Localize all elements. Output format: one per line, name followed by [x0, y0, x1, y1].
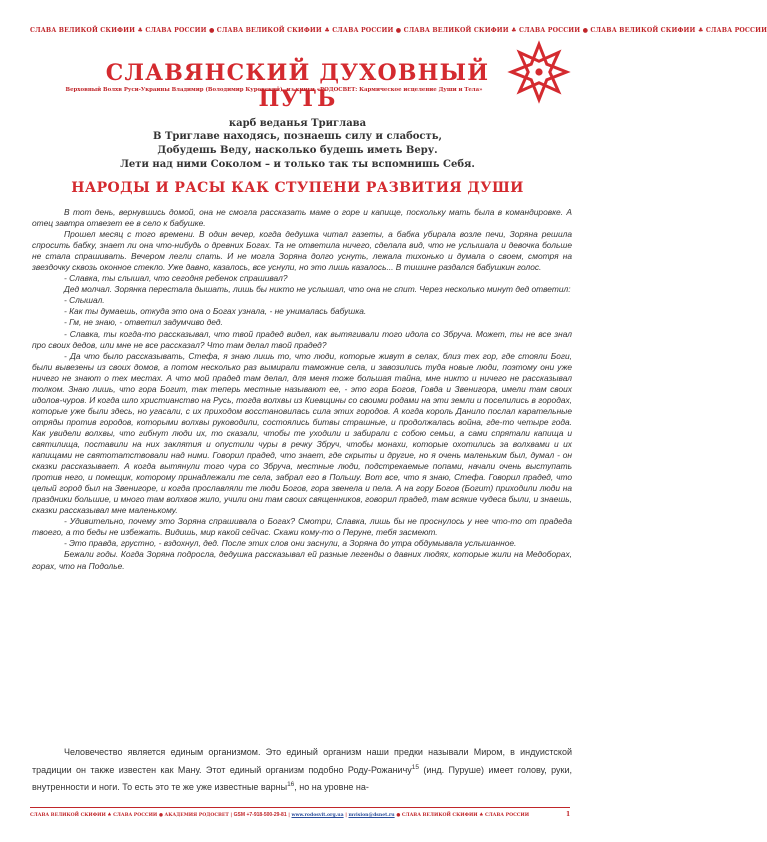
epigraph-line: Лети над ними Соколом – и только так ты вспомнишь Себя. — [120, 159, 475, 170]
story-paragraph: - Гм, не знаю, - ответил задумчиво дед. — [64, 317, 223, 328]
epigraph-heading: карб веданья Триглава — [228, 118, 367, 129]
story-paragraph: - Славка, ты слышал, что сегодня ребенок спрашивал? — [64, 273, 288, 284]
epigraph-line: Добудешь Веду, насколько будешь иметь Веру. — [157, 145, 438, 156]
main-text-part: Человечество является единым организмом. Это единый организм наши предки называли Миром, в индуистской традиции он также известен как Ману. Этот единый организм подобно Роду-Рожаничу — [32, 747, 572, 775]
story-text — [32, 207, 572, 572]
main-paragraph — [32, 744, 572, 797]
footnote-ref[interactable]: 15 — [411, 763, 420, 771]
footer-site-link[interactable]: www.rodosvit.org.ua — [291, 813, 344, 818]
story-paragraph: - Это правда, грустно, - вздохнул, дед. После этих слов они заснули, а Зоряна до утра обдумывала услышанное. — [64, 538, 517, 549]
header-strip: СЛАВА ВЕЛИКОЙ СКИФИИ ♣ СЛАВА РОССИИ ● СЛАВА ВЕЛИКОЙ СКИФИИ ♣ СЛАВА РОССИИ ● СЛАВА ВЕЛИКОЙ СКИФИИ ♣ СЛАВА РОССИИ ● СЛАВА ВЕЛИКОЙ СКИФИИ ♣ СЛАВА РОССИИ — [30, 27, 767, 34]
story-paragraph: Прошел месяц с того времени. В один вечер, когда дедушка читал газеты, а бабка убирала возле печи, Зоряна решила спросить бабку, знает ли она что-нибудь о древних Богах. Та не ответила ничего, сделала вид, что не услышала и девочка больше не стала спрашивать. Вечером легли спать. И не могла Зоряна долго уснуть, лежала тихонько и думала о своем, смотря на звездочку сквозь оконное стекло. Уже давно, казалось, все уснули, но это лишь казалось... В тишине раздался бабушкин голос. — [32, 229, 572, 273]
page-number: 1 — [566, 811, 571, 818]
page-subtitle: Верховный Волхв Руси-Украины Владимир (Володимир Куровский), из книги «РОДОСВЕТ: Кармическое исцеление Души и Тела» — [65, 87, 483, 93]
main-text-part: , но на уровне на- — [294, 782, 369, 792]
page-title: СЛАВЯНСКИЙ ДУХОВНЫЙ ПУТЬ — [105, 60, 490, 112]
story-paragraph: - Да что было рассказывать, Стефа, я знаю лишь то, что люди, которые живут в селах, близ тех гор, где стояли Боги, были вывезены из своих домов, а потом несколько раз вымирали таможние села, и завозились туда новые люди, поэтому они уже ничего не знают о тех местах. А что мой прадед там делал, для меня тоже большая тайна, мне никто и ничего не рассказывал толком. Знаю лишь, что гора Богит, так теперь местные называют ее, - это гора Богов, Говда и Звенигора, имели там своих идолов-чуров. И когда шло христианство на Русь, тогда волхвы из Киевщины со своими родами на эти земли и поселились в городах, которые уже были здесь, но угасали, с их приходом восстановилась сила этих городов. А когда король Данило послал карательные отряды против городов, которыми волхвы руководили, состоялись битвы страшные, и продолжалась война, где-то четыре года. Как увидели волхвы, что гибнут люди их, то сказали, чтобы те уходили и забирали с собою семьи, а сами спрятали капища и святилища, поставили на них заклятия и опустили чуры в речку Збруч, чтобы монахи, которые охотились за волхвами и их капищами не святотатствовали над ними. Говорил прадед, что знает, где скрыты и другие, но я очень маленьким был, думал - он сказки рассказывает. А когда вытянули того чура со Збруча, местные люди, подстрекаемые попами, начали очень выступать против него, и помещик, которому принадлежали те села, забрал его в Польшу. Вот все, что я знаю, Стефа. Говорил прадед, что целый город был на Звенигоре, и когда прославляли те люди Богов, гора звенела и пела. А на гору Богов (Богит) приходили люди на праздники большие, и много там волхвов жило, учили они там своих священников, говорил прадед, там всякие чудеса были, и знаешь, сказки рассказывал мне маленькому. — [32, 350, 572, 516]
footer-phone: GSM +7-918-500-29-81 — [233, 812, 287, 818]
footer-separator: | — [286, 813, 292, 818]
story-paragraph: - Удивительно, почему это Зоряна спрашивала о Богах? Смотри, Славка, лишь бы не проснулось у нее что-то от прадеда твоего, а то беды не избежать. Видишь, мир какой сейчас. Скажи кому-то о Перуне, тебя засмеют. — [32, 516, 572, 538]
footer-right: ● СЛАВА ВЕЛИКОЙ СКИФИИ ♣ СЛАВА РОССИИ — [394, 813, 530, 818]
epigraph — [60, 130, 535, 172]
footer — [30, 812, 555, 818]
story-paragraph: - Как ты думаешь, откуда это она о Богах узнала, - не унималась бабушка. — [64, 306, 367, 317]
epigraph-line: В Триглаве находясь, познаешь силу и слабость, — [153, 131, 442, 142]
star-symbol-icon — [509, 42, 569, 102]
story-paragraph: В тот день, вернувшись домой, она не смогла рассказать маме о горе и капище, поскольку мать была в командировке. А отец завтра отвезет ее в село к бабушке. — [32, 207, 572, 229]
main-text-part: (инд. Пуруше) имеет голову, руки, внутренности и ноги. То есть это те же уже известные варны — [32, 764, 572, 792]
section-title: НАРОДЫ И РАСЫ КАК СТУПЕНИ РАЗВИТИЯ ДУШИ — [71, 180, 524, 196]
footnote-ref[interactable]: 16 — [287, 781, 295, 788]
footer-separator: | — [343, 813, 349, 818]
story-paragraph: - Слышал. — [64, 295, 105, 306]
footer-divider — [30, 807, 570, 808]
footer-email-link[interactable]: mvision@dsnet.ru — [348, 813, 395, 818]
story-paragraph: - Славка, ты когда-то рассказывал, что твой прадед видел, как вытягивали того идола со Збруча. Может, ты не все знал про своих дедов, или мне не все рассказал? Что там делал твой прадед? — [32, 328, 572, 350]
story-paragraph: Бежали годы. Когда Зоряна подросла, дедушка рассказывал ей разные легенды о давних людях, которые жили на Медоборах, горах, что на Подолье. — [32, 549, 572, 571]
story-paragraph: Дед молчал. Зорянка перестала дышать, лишь бы никто не услышал, что она не спит. Через несколько минут дед ответил: — [64, 284, 571, 295]
footer-left: СЛАВА ВЕЛИКОЙ СКИФИИ ♣ СЛАВА РОССИИ ● АКАДЕМИЯ РОДОСВЕТ | — [30, 813, 233, 818]
main-text — [32, 744, 572, 797]
